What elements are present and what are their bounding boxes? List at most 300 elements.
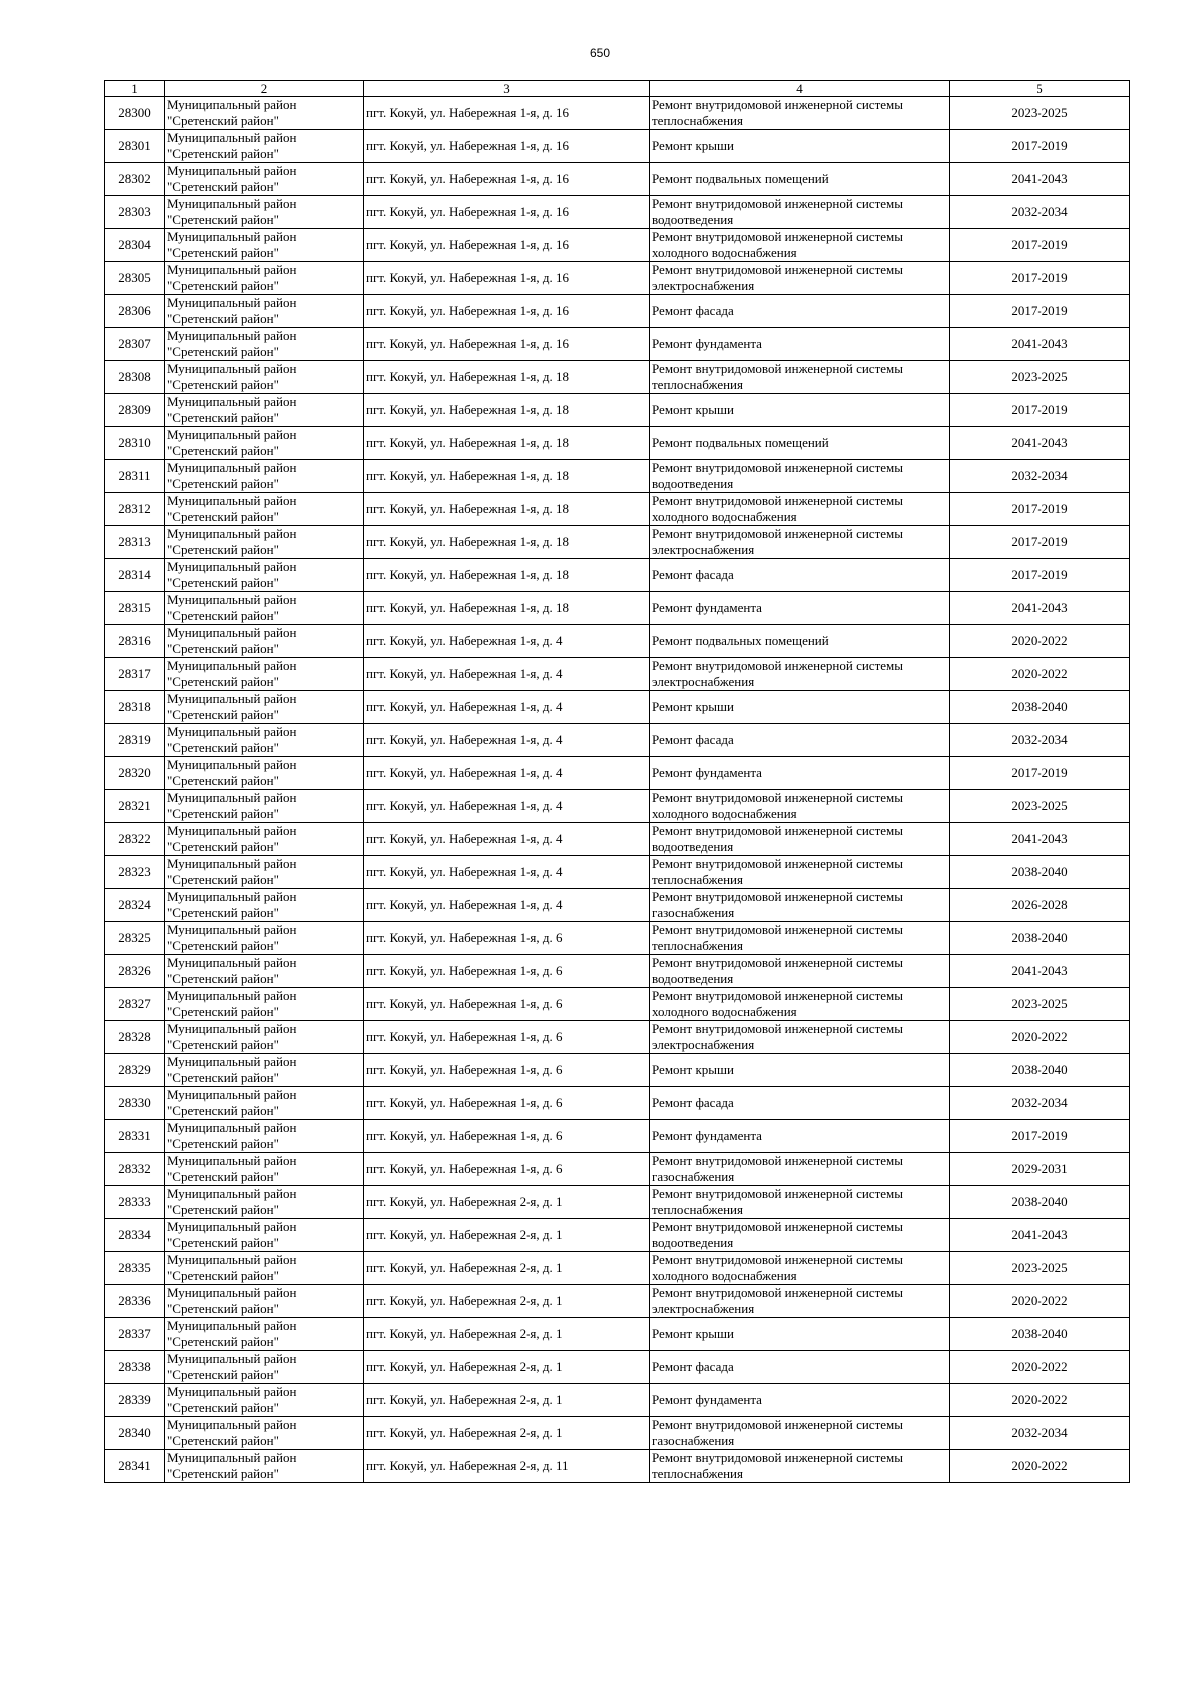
municipality-line: "Сретенский район" <box>167 476 279 491</box>
address-cell: пгт. Кокуй, ул. Набережная 1-я, д. 16 <box>364 97 650 130</box>
municipality-line: Муниципальный район <box>167 856 297 871</box>
period-cell: 2041-2043 <box>950 823 1130 856</box>
address-cell: пгт. Кокуй, ул. Набережная 1-я, д. 4 <box>364 625 650 658</box>
address-cell: пгт. Кокуй, ул. Набережная 1-я, д. 6 <box>364 1054 650 1087</box>
address-cell: пгт. Кокуй, ул. Набережная 1-я, д. 16 <box>364 163 650 196</box>
period-cell: 2041-2043 <box>950 427 1130 460</box>
table-row <box>105 1021 1130 1054</box>
period-cell: 2041-2043 <box>950 163 1130 196</box>
work-type-cell <box>650 97 950 130</box>
period-cell: 2032-2034 <box>950 460 1130 493</box>
row-number: 28309 <box>105 394 165 427</box>
period-cell: 2020-2022 <box>950 1450 1130 1483</box>
work-type-line: водоотведения <box>652 839 734 854</box>
work-type-line: Ремонт внутридомовой инженерной системы <box>652 460 903 475</box>
table-row <box>105 1318 1130 1351</box>
municipality-line: Муниципальный район <box>167 1384 297 1399</box>
municipality-cell <box>165 196 364 229</box>
address-cell: пгт. Кокуй, ул. Набережная 1-я, д. 4 <box>364 757 650 790</box>
table-row <box>105 493 1130 526</box>
municipality-cell <box>165 163 364 196</box>
municipality-line: Муниципальный район <box>167 460 297 475</box>
municipality-cell <box>165 1219 364 1252</box>
address-cell: пгт. Кокуй, ул. Набережная 1-я, д. 6 <box>364 1021 650 1054</box>
row-number: 28328 <box>105 1021 165 1054</box>
municipality-cell <box>165 757 364 790</box>
work-type-cell <box>650 196 950 229</box>
municipality-line: Муниципальный район <box>167 196 297 211</box>
work-type-line: Ремонт крыши <box>652 402 734 417</box>
municipality-cell <box>165 955 364 988</box>
municipality-cell <box>165 658 364 691</box>
municipality-line: "Сретенский район" <box>167 311 279 326</box>
work-type-cell <box>650 724 950 757</box>
period-cell: 2017-2019 <box>950 130 1130 163</box>
municipality-cell <box>165 592 364 625</box>
work-type-line: Ремонт внутридомовой инженерной системы <box>652 955 903 970</box>
municipality-cell <box>165 394 364 427</box>
work-type-line: Ремонт фундамента <box>652 765 762 780</box>
work-type-line: Ремонт внутридомовой инженерной системы <box>652 790 903 805</box>
work-type-cell <box>650 460 950 493</box>
row-number: 28318 <box>105 691 165 724</box>
work-type-line: Ремонт фасада <box>652 1095 734 1110</box>
work-type-cell <box>650 1219 950 1252</box>
work-type-cell <box>650 889 950 922</box>
municipality-line: "Сретенский район" <box>167 938 279 953</box>
municipality-line: "Сретенский район" <box>167 212 279 227</box>
work-type-cell <box>650 955 950 988</box>
table-row <box>105 724 1130 757</box>
row-number: 28333 <box>105 1186 165 1219</box>
municipality-line: "Сретенский район" <box>167 839 279 854</box>
address-cell: пгт. Кокуй, ул. Набережная 1-я, д. 18 <box>364 559 650 592</box>
municipality-line: "Сретенский район" <box>167 905 279 920</box>
row-number: 28301 <box>105 130 165 163</box>
work-type-cell <box>650 526 950 559</box>
municipality-line: "Сретенский район" <box>167 1202 279 1217</box>
work-type-line: Ремонт фасада <box>652 303 734 318</box>
period-cell: 2017-2019 <box>950 295 1130 328</box>
period-cell: 2029-2031 <box>950 1153 1130 1186</box>
municipality-line: Муниципальный район <box>167 328 297 343</box>
period-cell: 2026-2028 <box>950 889 1130 922</box>
work-type-line: Ремонт внутридомовой инженерной системы <box>652 97 903 112</box>
work-type-line: Ремонт внутридомовой инженерной системы <box>652 1417 903 1432</box>
work-type-line: Ремонт фасада <box>652 567 734 582</box>
row-number: 28331 <box>105 1120 165 1153</box>
row-number: 28306 <box>105 295 165 328</box>
work-type-line: электроснабжения <box>652 674 755 689</box>
period-cell: 2041-2043 <box>950 1219 1130 1252</box>
work-type-cell <box>650 130 950 163</box>
municipality-line: Муниципальный район <box>167 1252 297 1267</box>
work-type-line: Ремонт подвальных помещений <box>652 171 829 186</box>
address-cell: пгт. Кокуй, ул. Набережная 1-я, д. 4 <box>364 856 650 889</box>
work-type-cell <box>650 1021 950 1054</box>
address-cell: пгт. Кокуй, ул. Набережная 1-я, д. 4 <box>364 691 650 724</box>
address-cell: пгт. Кокуй, ул. Набережная 1-я, д. 18 <box>364 394 650 427</box>
work-type-line: Ремонт подвальных помещений <box>652 633 829 648</box>
municipality-line: Муниципальный район <box>167 163 297 178</box>
municipality-cell <box>165 1450 364 1483</box>
work-type-cell <box>650 394 950 427</box>
municipality-line: Муниципальный район <box>167 97 297 112</box>
address-cell: пгт. Кокуй, ул. Набережная 2-я, д. 1 <box>364 1186 650 1219</box>
work-type-line: электроснабжения <box>652 1301 755 1316</box>
row-number: 28323 <box>105 856 165 889</box>
work-type-cell <box>650 262 950 295</box>
column-header-2: 2 <box>165 81 364 97</box>
municipality-cell <box>165 1120 364 1153</box>
work-type-line: Ремонт фундамента <box>652 600 762 615</box>
address-cell: пгт. Кокуй, ул. Набережная 2-я, д. 1 <box>364 1252 650 1285</box>
address-cell: пгт. Кокуй, ул. Набережная 1-я, д. 18 <box>364 361 650 394</box>
municipality-line: "Сретенский район" <box>167 773 279 788</box>
period-cell: 2032-2034 <box>950 724 1130 757</box>
row-number: 28320 <box>105 757 165 790</box>
work-type-line: теплоснабжения <box>652 377 743 392</box>
work-type-cell <box>650 790 950 823</box>
municipality-line: Муниципальный район <box>167 526 297 541</box>
municipality-line: Муниципальный район <box>167 1153 297 1168</box>
municipality-cell <box>165 1021 364 1054</box>
row-number: 28312 <box>105 493 165 526</box>
table-row <box>105 526 1130 559</box>
period-cell: 2023-2025 <box>950 988 1130 1021</box>
municipality-cell <box>165 97 364 130</box>
municipality-line: Муниципальный район <box>167 361 297 376</box>
municipality-cell <box>165 1087 364 1120</box>
work-type-cell <box>650 229 950 262</box>
work-type-line: Ремонт крыши <box>652 1326 734 1341</box>
municipality-cell <box>165 889 364 922</box>
period-cell: 2038-2040 <box>950 1054 1130 1087</box>
table-row <box>105 922 1130 955</box>
work-type-cell <box>650 1087 950 1120</box>
period-cell: 2017-2019 <box>950 757 1130 790</box>
work-type-cell <box>650 1153 950 1186</box>
municipality-line: "Сретенский район" <box>167 1367 279 1382</box>
municipality-line: Муниципальный район <box>167 757 297 772</box>
municipality-cell <box>165 130 364 163</box>
period-cell: 2041-2043 <box>950 592 1130 625</box>
row-number: 28307 <box>105 328 165 361</box>
period-cell: 2020-2022 <box>950 1384 1130 1417</box>
work-type-cell <box>650 559 950 592</box>
municipality-cell <box>165 295 364 328</box>
table-row <box>105 658 1130 691</box>
work-type-line: теплоснабжения <box>652 938 743 953</box>
municipality-line: "Сретенский район" <box>167 674 279 689</box>
period-cell: 2020-2022 <box>950 658 1130 691</box>
municipality-line: Муниципальный район <box>167 262 297 277</box>
municipality-line: Муниципальный район <box>167 1450 297 1465</box>
address-cell: пгт. Кокуй, ул. Набережная 2-я, д. 1 <box>364 1417 650 1450</box>
address-cell: пгт. Кокуй, ул. Набережная 1-я, д. 16 <box>364 295 650 328</box>
municipality-line: Муниципальный район <box>167 691 297 706</box>
row-number: 28340 <box>105 1417 165 1450</box>
address-cell: пгт. Кокуй, ул. Набережная 1-я, д. 6 <box>364 1153 650 1186</box>
work-type-line: Ремонт фундамента <box>652 1128 762 1143</box>
municipality-line: Муниципальный район <box>167 790 297 805</box>
work-type-line: Ремонт подвальных помещений <box>652 435 829 450</box>
work-type-line: холодного водоснабжения <box>652 1268 797 1283</box>
table-header <box>105 81 1130 97</box>
work-type-cell <box>650 1351 950 1384</box>
table-row <box>105 790 1130 823</box>
address-cell: пгт. Кокуй, ул. Набережная 2-я, д. 1 <box>364 1285 650 1318</box>
work-type-cell <box>650 427 950 460</box>
municipality-line: "Сретенский район" <box>167 377 279 392</box>
work-type-line: Ремонт внутридомовой инженерной системы <box>652 889 903 904</box>
municipality-cell <box>165 460 364 493</box>
municipality-cell <box>165 262 364 295</box>
work-type-line: холодного водоснабжения <box>652 245 797 260</box>
work-type-line: Ремонт внутридомовой инженерной системы <box>652 229 903 244</box>
column-header-3: 3 <box>364 81 650 97</box>
work-type-line: Ремонт внутридомовой инженерной системы <box>652 1252 903 1267</box>
work-type-cell <box>650 757 950 790</box>
municipality-line: "Сретенский район" <box>167 575 279 590</box>
work-type-line: холодного водоснабжения <box>652 509 797 524</box>
period-cell: 2038-2040 <box>950 1186 1130 1219</box>
municipality-line: "Сретенский район" <box>167 1037 279 1052</box>
period-cell: 2023-2025 <box>950 1252 1130 1285</box>
municipality-line: "Сретенский район" <box>167 872 279 887</box>
municipality-line: Муниципальный район <box>167 922 297 937</box>
municipality-line: Муниципальный район <box>167 1021 297 1036</box>
row-number: 28332 <box>105 1153 165 1186</box>
row-number: 28316 <box>105 625 165 658</box>
period-cell: 2020-2022 <box>950 1351 1130 1384</box>
table-row <box>105 361 1130 394</box>
work-type-cell <box>650 163 950 196</box>
work-type-line: Ремонт внутридомовой инженерной системы <box>652 1153 903 1168</box>
municipality-line: "Сретенский район" <box>167 509 279 524</box>
municipality-cell <box>165 1417 364 1450</box>
period-cell: 2017-2019 <box>950 559 1130 592</box>
table-body <box>105 97 1130 1483</box>
address-cell: пгт. Кокуй, ул. Набережная 1-я, д. 18 <box>364 493 650 526</box>
period-cell: 2023-2025 <box>950 790 1130 823</box>
municipality-line: "Сретенский район" <box>167 1466 279 1481</box>
municipality-cell <box>165 229 364 262</box>
row-number: 28308 <box>105 361 165 394</box>
address-cell: пгт. Кокуй, ул. Набережная 1-я, д. 6 <box>364 988 650 1021</box>
work-type-line: Ремонт внутридомовой инженерной системы <box>652 823 903 838</box>
row-number: 28304 <box>105 229 165 262</box>
period-cell: 2038-2040 <box>950 922 1130 955</box>
table-row <box>105 97 1130 130</box>
work-type-line: Ремонт внутридомовой инженерной системы <box>652 988 903 1003</box>
work-type-line: Ремонт внутридомовой инженерной системы <box>652 493 903 508</box>
work-type-line: Ремонт внутридомовой инженерной системы <box>652 922 903 937</box>
work-type-line: Ремонт крыши <box>652 1062 734 1077</box>
municipality-line: "Сретенский район" <box>167 1334 279 1349</box>
municipality-line: Муниципальный район <box>167 427 297 442</box>
address-cell: пгт. Кокуй, ул. Набережная 1-я, д. 6 <box>364 1087 650 1120</box>
work-type-line: Ремонт внутридомовой инженерной системы <box>652 1021 903 1036</box>
work-type-line: Ремонт внутридомовой инженерной системы <box>652 1450 903 1465</box>
municipality-line: Муниципальный район <box>167 493 297 508</box>
municipality-cell <box>165 856 364 889</box>
municipality-line: "Сретенский район" <box>167 740 279 755</box>
work-type-cell <box>650 1384 950 1417</box>
address-cell: пгт. Кокуй, ул. Набережная 1-я, д. 4 <box>364 724 650 757</box>
municipality-line: Муниципальный район <box>167 394 297 409</box>
table-row <box>105 1153 1130 1186</box>
work-type-cell <box>650 922 950 955</box>
address-cell: пгт. Кокуй, ул. Набережная 1-я, д. 16 <box>364 262 650 295</box>
period-cell: 2038-2040 <box>950 856 1130 889</box>
municipality-cell <box>165 1384 364 1417</box>
table-row <box>105 394 1130 427</box>
work-type-cell <box>650 856 950 889</box>
municipality-cell <box>165 922 364 955</box>
municipality-line: "Сретенский район" <box>167 1136 279 1151</box>
address-cell: пгт. Кокуй, ул. Набережная 1-я, д. 18 <box>364 427 650 460</box>
work-type-line: водоотведения <box>652 476 734 491</box>
municipality-cell <box>165 1252 364 1285</box>
row-number: 28334 <box>105 1219 165 1252</box>
period-cell: 2020-2022 <box>950 625 1130 658</box>
municipality-line: Муниципальный район <box>167 229 297 244</box>
period-cell: 2017-2019 <box>950 394 1130 427</box>
row-number: 28310 <box>105 427 165 460</box>
municipality-line: Муниципальный район <box>167 559 297 574</box>
period-cell: 2023-2025 <box>950 97 1130 130</box>
table-row <box>105 1351 1130 1384</box>
table-row <box>105 130 1130 163</box>
table-row <box>105 889 1130 922</box>
row-number: 28324 <box>105 889 165 922</box>
municipality-cell <box>165 526 364 559</box>
column-header-1: 1 <box>105 81 165 97</box>
municipality-cell <box>165 361 364 394</box>
table-row <box>105 262 1130 295</box>
work-type-line: Ремонт крыши <box>652 138 734 153</box>
work-type-line: электроснабжения <box>652 542 755 557</box>
municipality-cell <box>165 1318 364 1351</box>
work-type-line: газоснабжения <box>652 1169 735 1184</box>
work-type-cell <box>650 1285 950 1318</box>
work-type-cell <box>650 658 950 691</box>
address-cell: пгт. Кокуй, ул. Набережная 2-я, д. 1 <box>364 1219 650 1252</box>
work-type-line: холодного водоснабжения <box>652 806 797 821</box>
row-number: 28341 <box>105 1450 165 1483</box>
row-number: 28302 <box>105 163 165 196</box>
work-type-line: Ремонт фасада <box>652 1359 734 1374</box>
address-cell: пгт. Кокуй, ул. Набережная 1-я, д. 6 <box>364 1120 650 1153</box>
municipality-line: Муниципальный район <box>167 1318 297 1333</box>
table-row <box>105 1219 1130 1252</box>
table-row <box>105 988 1130 1021</box>
row-number: 28311 <box>105 460 165 493</box>
work-type-line: Ремонт фундамента <box>652 336 762 351</box>
work-type-cell <box>650 295 950 328</box>
period-cell: 2017-2019 <box>950 229 1130 262</box>
municipality-line: Муниципальный район <box>167 592 297 607</box>
work-type-line: теплоснабжения <box>652 1202 743 1217</box>
municipality-line: Муниципальный район <box>167 1120 297 1135</box>
period-cell: 2023-2025 <box>950 361 1130 394</box>
row-number: 28337 <box>105 1318 165 1351</box>
row-number: 28303 <box>105 196 165 229</box>
table-row <box>105 856 1130 889</box>
table-row <box>105 163 1130 196</box>
period-cell: 2038-2040 <box>950 1318 1130 1351</box>
column-header-5: 5 <box>950 81 1130 97</box>
municipality-line: "Сретенский район" <box>167 641 279 656</box>
municipality-line: "Сретенский район" <box>167 1103 279 1118</box>
address-cell: пгт. Кокуй, ул. Набережная 1-я, д. 16 <box>364 196 650 229</box>
row-number: 28325 <box>105 922 165 955</box>
municipality-line: Муниципальный район <box>167 823 297 838</box>
table-row <box>105 328 1130 361</box>
municipality-line: Муниципальный район <box>167 1351 297 1366</box>
municipality-line: "Сретенский район" <box>167 1235 279 1250</box>
municipality-cell <box>165 493 364 526</box>
period-cell: 2032-2034 <box>950 1417 1130 1450</box>
table-row <box>105 1087 1130 1120</box>
row-number: 28338 <box>105 1351 165 1384</box>
work-type-cell <box>650 1054 950 1087</box>
municipality-line: Муниципальный район <box>167 889 297 904</box>
work-type-line: теплоснабжения <box>652 872 743 887</box>
work-type-cell <box>650 1120 950 1153</box>
work-type-line: теплоснабжения <box>652 113 743 128</box>
table-row <box>105 1417 1130 1450</box>
table-row <box>105 691 1130 724</box>
table-row <box>105 1186 1130 1219</box>
work-type-cell <box>650 988 950 1021</box>
municipality-line: "Сретенский район" <box>167 245 279 260</box>
municipality-cell <box>165 1054 364 1087</box>
address-cell: пгт. Кокуй, ул. Набережная 1-я, д. 4 <box>364 658 650 691</box>
row-number: 28313 <box>105 526 165 559</box>
table-row <box>105 1120 1130 1153</box>
period-cell: 2017-2019 <box>950 493 1130 526</box>
municipality-line: "Сретенский район" <box>167 1268 279 1283</box>
period-cell: 2020-2022 <box>950 1021 1130 1054</box>
address-cell: пгт. Кокуй, ул. Набережная 1-я, д. 16 <box>364 229 650 262</box>
work-type-line: Ремонт внутридомовой инженерной системы <box>652 1285 903 1300</box>
municipality-line: Муниципальный район <box>167 130 297 145</box>
work-type-line: холодного водоснабжения <box>652 1004 797 1019</box>
work-type-cell <box>650 328 950 361</box>
row-number: 28317 <box>105 658 165 691</box>
municipality-cell <box>165 1351 364 1384</box>
municipality-cell <box>165 1285 364 1318</box>
municipality-cell <box>165 790 364 823</box>
municipality-line: Муниципальный район <box>167 1087 297 1102</box>
municipality-cell <box>165 724 364 757</box>
work-type-cell <box>650 1252 950 1285</box>
row-number: 28339 <box>105 1384 165 1417</box>
address-cell: пгт. Кокуй, ул. Набережная 2-я, д. 1 <box>364 1318 650 1351</box>
work-type-line: Ремонт фундамента <box>652 1392 762 1407</box>
municipality-line: Муниципальный район <box>167 295 297 310</box>
row-number: 28305 <box>105 262 165 295</box>
table-row <box>105 592 1130 625</box>
address-cell: пгт. Кокуй, ул. Набережная 1-я, д. 6 <box>364 922 650 955</box>
period-cell: 2032-2034 <box>950 196 1130 229</box>
table-row <box>105 1384 1130 1417</box>
row-number: 28300 <box>105 97 165 130</box>
municipality-line: "Сретенский район" <box>167 1433 279 1448</box>
row-number: 28319 <box>105 724 165 757</box>
